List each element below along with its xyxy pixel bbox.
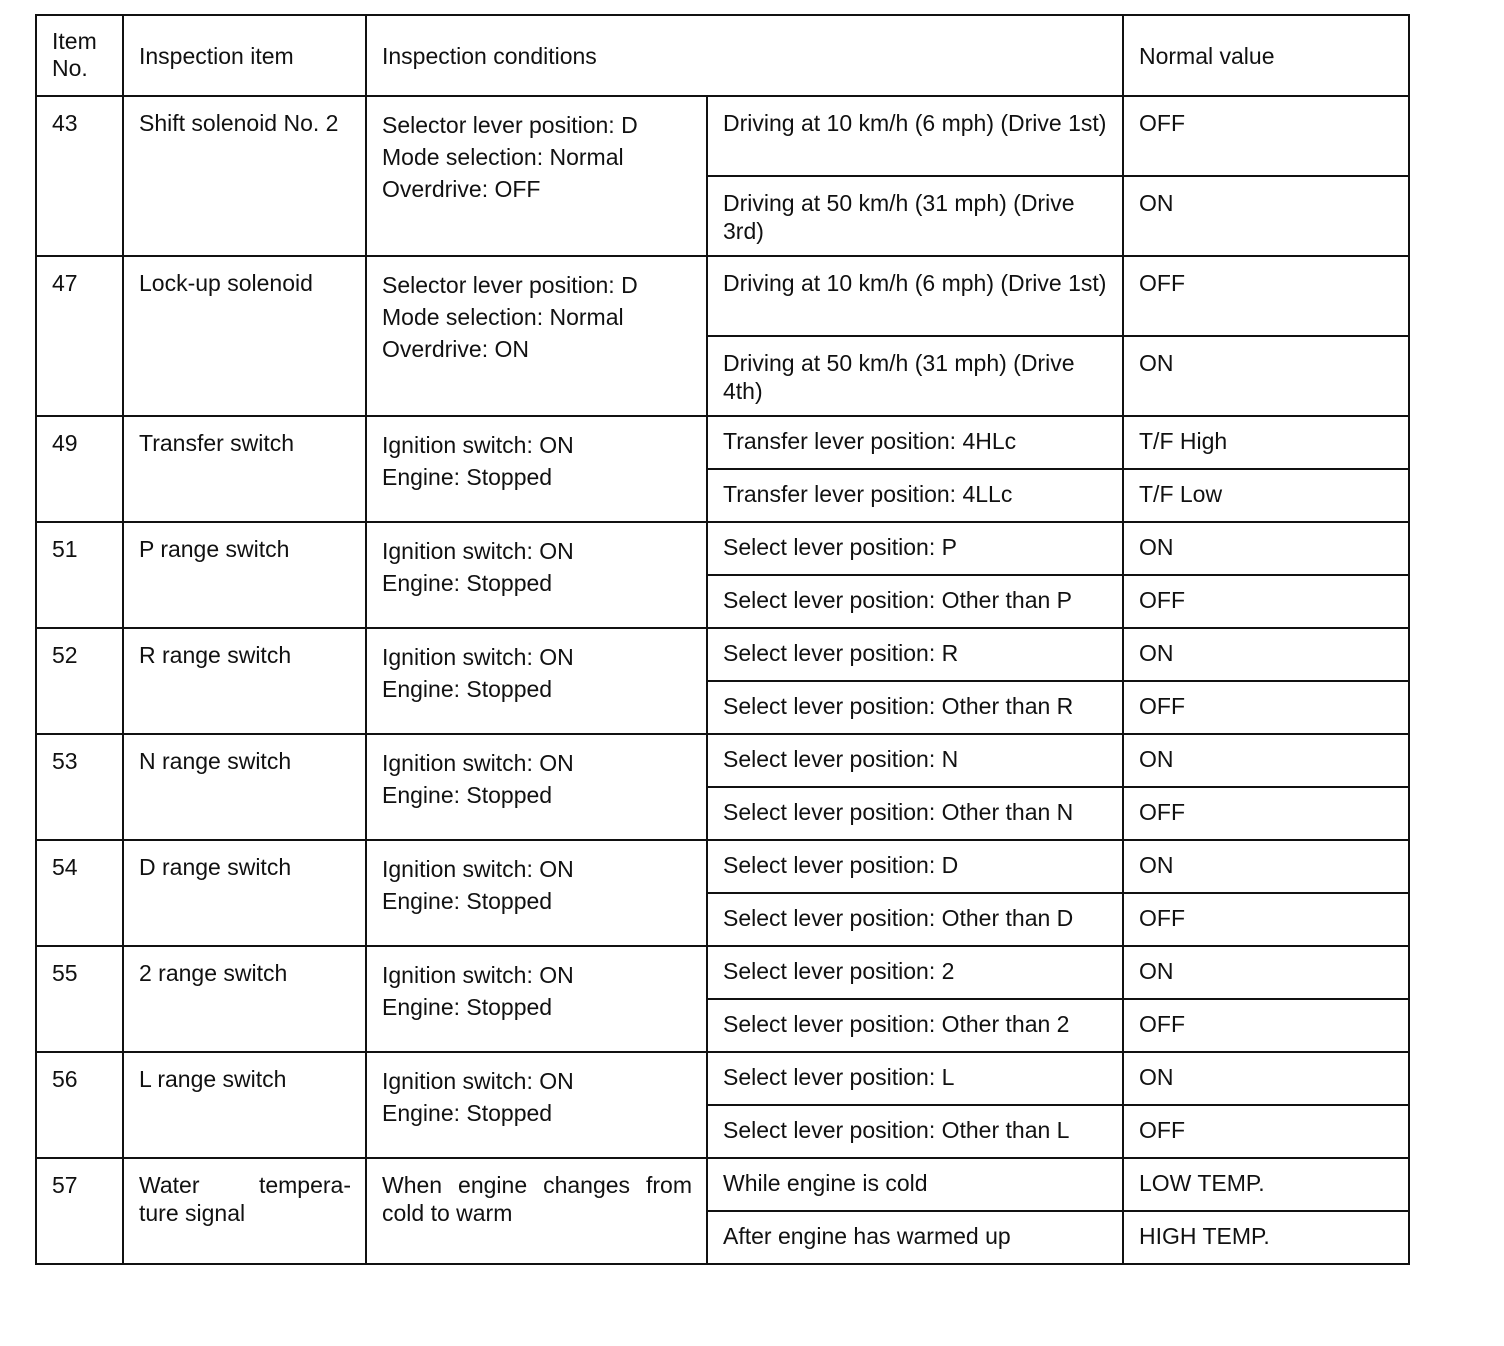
normal-value-cell: OFF	[1123, 1105, 1409, 1158]
sub-condition-cell: Select lever position: Other than P	[707, 575, 1123, 628]
sub-condition-cell: Driving at 10 km/h (6 mph) (Drive 1st)	[707, 96, 1123, 176]
item-no-cell: 54	[36, 840, 123, 946]
normal-value-cell: OFF	[1123, 681, 1409, 734]
normal-value-cell: HIGH TEMP.	[1123, 1211, 1409, 1264]
header-inspection-item: Inspection item	[123, 15, 366, 96]
condition-line: Engine: Stopped	[382, 782, 553, 808]
table-row	[36, 96, 1409, 176]
normal-value-cell: ON	[1123, 176, 1409, 256]
inspection-item-cell: R range switch	[123, 628, 366, 734]
sub-condition-cell: Select lever position: 2	[707, 946, 1123, 999]
table-row	[36, 628, 1409, 681]
table-row	[36, 1052, 1409, 1105]
table-row	[36, 946, 1409, 999]
table-row	[36, 734, 1409, 787]
normal-value-cell: OFF	[1123, 999, 1409, 1052]
sub-condition-cell: Driving at 10 km/h (6 mph) (Drive 1st)	[707, 256, 1123, 336]
sub-condition-cell: After engine has warmed up	[707, 1211, 1123, 1264]
inspection-item-cell: D range switch	[123, 840, 366, 946]
normal-value-cell: ON	[1123, 840, 1409, 893]
sub-condition-cell: Select lever position: D	[707, 840, 1123, 893]
item-no-cell: 53	[36, 734, 123, 840]
item-line: ture signal	[139, 1200, 246, 1226]
item-no-cell: 43	[36, 96, 123, 256]
condition-line: Engine: Stopped	[382, 676, 553, 702]
inspection-conditions-cell	[366, 628, 707, 734]
sub-condition-cell: Select lever position: R	[707, 628, 1123, 681]
sub-condition-cell: Select lever position: N	[707, 734, 1123, 787]
normal-value-cell: T/F Low	[1123, 469, 1409, 522]
inspection-item-cell: Transfer switch	[123, 416, 366, 522]
sub-condition-cell: Select lever position: Other than D	[707, 893, 1123, 946]
condition-line: Selector lever position: D	[382, 272, 638, 298]
normal-value-cell: ON	[1123, 946, 1409, 999]
inspection-conditions-cell	[366, 96, 707, 256]
inspection-item-cell: N range switch	[123, 734, 366, 840]
table-row	[36, 522, 1409, 575]
sub-condition-cell: Select lever position: P	[707, 522, 1123, 575]
condition-line: cold to warm	[382, 1200, 513, 1226]
normal-value-cell: T/F High	[1123, 416, 1409, 469]
inspection-item-cell: L range switch	[123, 1052, 366, 1158]
header-item-no: Item No.	[36, 15, 123, 96]
condition-line: Ignition switch: ON	[382, 1068, 574, 1094]
header-normal-value: Normal value	[1123, 15, 1409, 96]
inspection-item-cell	[123, 1158, 366, 1264]
table-row	[36, 256, 1409, 336]
normal-value-cell: LOW TEMP.	[1123, 1158, 1409, 1211]
sub-condition-cell: Select lever position: L	[707, 1052, 1123, 1105]
condition-line: Engine: Stopped	[382, 464, 553, 490]
sub-condition-cell: While engine is cold	[707, 1158, 1123, 1211]
condition-line: Overdrive: ON	[382, 336, 529, 362]
condition-line: When engine changes from	[382, 1172, 692, 1198]
condition-line: Mode selection: Normal	[382, 304, 624, 330]
normal-value-cell: ON	[1123, 734, 1409, 787]
inspection-table	[35, 14, 1410, 1265]
condition-line: Overdrive: OFF	[382, 176, 541, 202]
normal-value-cell: OFF	[1123, 256, 1409, 336]
condition-line: Engine: Stopped	[382, 1100, 553, 1126]
normal-value-cell: OFF	[1123, 96, 1409, 176]
inspection-item-cell: Lock-up solenoid	[123, 256, 366, 416]
inspection-conditions-cell	[366, 840, 707, 946]
inspection-item-cell: 2 range switch	[123, 946, 366, 1052]
inspection-conditions-cell	[366, 1052, 707, 1158]
normal-value-cell: OFF	[1123, 893, 1409, 946]
condition-line: Selector lever position: D	[382, 112, 638, 138]
condition-line: Ignition switch: ON	[382, 644, 574, 670]
inspection-conditions-cell	[366, 522, 707, 628]
table-row	[36, 416, 1409, 469]
condition-line: Engine: Stopped	[382, 888, 553, 914]
condition-line: Ignition switch: ON	[382, 962, 574, 988]
condition-line: Ignition switch: ON	[382, 538, 574, 564]
normal-value-cell: ON	[1123, 1052, 1409, 1105]
condition-line: Ignition switch: ON	[382, 750, 574, 776]
table-row	[36, 840, 1409, 893]
sub-condition-cell: Driving at 50 km/h (31 mph) (Drive 3rd)	[707, 176, 1123, 256]
inspection-conditions-cell	[366, 946, 707, 1052]
item-no-cell: 57	[36, 1158, 123, 1264]
table-row	[36, 1158, 1409, 1211]
inspection-conditions-cell	[366, 1158, 707, 1264]
inspection-conditions-cell	[366, 256, 707, 416]
normal-value-cell: ON	[1123, 628, 1409, 681]
normal-value-cell: ON	[1123, 522, 1409, 575]
condition-line: Ignition switch: ON	[382, 432, 574, 458]
sub-condition-cell: Select lever position: Other than 2	[707, 999, 1123, 1052]
item-no-cell: 55	[36, 946, 123, 1052]
header-inspection-conditions: Inspection conditions	[366, 15, 1123, 96]
sub-condition-cell: Select lever position: Other than L	[707, 1105, 1123, 1158]
condition-line: Ignition switch: ON	[382, 856, 574, 882]
header-row	[36, 15, 1409, 96]
inspection-conditions-cell	[366, 416, 707, 522]
condition-line: Engine: Stopped	[382, 994, 553, 1020]
item-no-cell: 51	[36, 522, 123, 628]
sub-condition-cell: Select lever position: Other than N	[707, 787, 1123, 840]
inspection-item-cell: P range switch	[123, 522, 366, 628]
inspection-conditions-cell	[366, 734, 707, 840]
sub-condition-cell: Driving at 50 km/h (31 mph) (Drive 4th)	[707, 336, 1123, 416]
item-no-cell: 47	[36, 256, 123, 416]
condition-line: Engine: Stopped	[382, 570, 553, 596]
sub-condition-cell: Transfer lever position: 4HLc	[707, 416, 1123, 469]
item-no-cell: 56	[36, 1052, 123, 1158]
normal-value-cell: OFF	[1123, 575, 1409, 628]
item-no-cell: 52	[36, 628, 123, 734]
condition-line: Mode selection: Normal	[382, 144, 624, 170]
normal-value-cell: OFF	[1123, 787, 1409, 840]
sub-condition-cell: Select lever position: Other than R	[707, 681, 1123, 734]
item-no-cell: 49	[36, 416, 123, 522]
normal-value-cell: ON	[1123, 336, 1409, 416]
sub-condition-cell: Transfer lever position: 4LLc	[707, 469, 1123, 522]
item-line: Water tempera-	[139, 1172, 351, 1198]
inspection-item-cell: Shift solenoid No. 2	[123, 96, 366, 256]
